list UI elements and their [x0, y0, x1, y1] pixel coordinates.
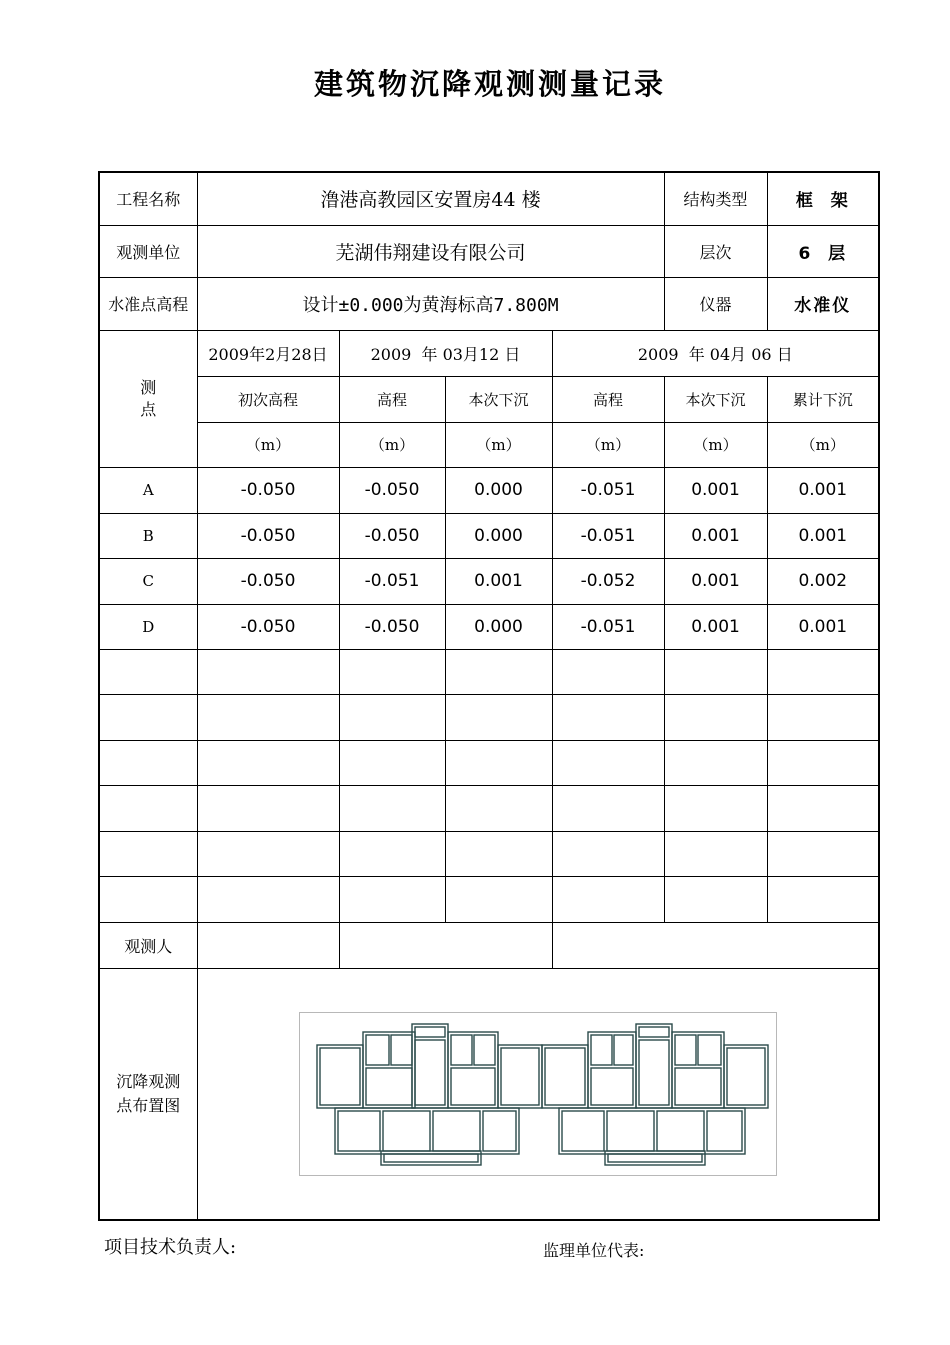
- floors-label: 层次: [664, 225, 767, 277]
- layout-diagram-cell: [197, 968, 879, 1220]
- col-initial-elevation: 初次高程: [197, 376, 339, 422]
- empty-row: [99, 876, 879, 922]
- col-elevation-2: 高程: [552, 376, 664, 422]
- point-id: D: [99, 604, 197, 649]
- observer-cell-1: [197, 922, 339, 968]
- unit-cell: （m）: [664, 422, 767, 467]
- value-cell: -0.050: [197, 467, 339, 513]
- point-label: 测 点: [99, 330, 197, 467]
- value-cell: 0.000: [445, 467, 552, 513]
- table-row: [99, 604, 879, 649]
- benchmark-value: 设计±0.000为黄海标高7.800M: [197, 277, 664, 330]
- benchmark-label: 水准点高程: [99, 277, 197, 330]
- empty-row: [99, 649, 879, 694]
- structure-value: 框 架: [767, 172, 879, 225]
- value-cell: 0.001: [664, 467, 767, 513]
- col-cumulative: 累计下沉: [767, 376, 879, 422]
- value-cell: 0.000: [445, 604, 552, 649]
- floor-plan-diagram: [299, 1012, 777, 1176]
- empty-row: [99, 740, 879, 785]
- col-settlement-2: 本次下沉: [664, 376, 767, 422]
- record-table: [98, 171, 880, 1221]
- value-cell: -0.050: [197, 513, 339, 558]
- value-cell: -0.051: [339, 558, 445, 604]
- value-cell: -0.051: [552, 467, 664, 513]
- value-cell: 0.001: [767, 604, 879, 649]
- date-third: 2009 年 04月 06 日: [552, 330, 879, 376]
- empty-row: [99, 831, 879, 876]
- data-rows: [99, 467, 879, 649]
- col-elevation-1: 高程: [339, 376, 445, 422]
- unit-cell: （m）: [445, 422, 552, 467]
- unit-cell: （m）: [767, 422, 879, 467]
- value-cell: 0.001: [664, 604, 767, 649]
- observer-cell-3: [552, 922, 879, 968]
- date-second: 2009 年 03月12 日: [339, 330, 552, 376]
- observer-cell-2: [339, 922, 552, 968]
- unit-value: 芜湖伟翔建设有限公司: [197, 225, 664, 277]
- value-cell: 0.001: [664, 513, 767, 558]
- point-id: C: [99, 558, 197, 604]
- floors-value: 6 层: [767, 225, 879, 277]
- project-label: 工程名称: [99, 172, 197, 225]
- unit-cell: （m）: [552, 422, 664, 467]
- date-initial: 2009年2月28日: [197, 330, 339, 376]
- table-row: [99, 558, 879, 604]
- value-cell: -0.051: [552, 513, 664, 558]
- value-cell: 0.001: [445, 558, 552, 604]
- unit-label: 观测单位: [99, 225, 197, 277]
- instrument-value: 水准仪: [767, 277, 879, 330]
- unit-cell: （m）: [197, 422, 339, 467]
- point-id: A: [99, 467, 197, 513]
- value-cell: -0.050: [197, 558, 339, 604]
- empty-row: [99, 694, 879, 740]
- value-cell: 0.002: [767, 558, 879, 604]
- value-cell: -0.050: [339, 513, 445, 558]
- instrument-label: 仪器: [664, 277, 767, 330]
- value-cell: -0.050: [197, 604, 339, 649]
- observer-label: 观测人: [99, 922, 197, 968]
- project-value: 澛港高教园区安置房44 楼: [197, 172, 664, 225]
- page-title: 建筑物沉降观测测量记录: [313, 67, 666, 101]
- supervisor-label: 监理单位代表:: [543, 1241, 645, 1260]
- unit-cell: （m）: [339, 422, 445, 467]
- point-id: B: [99, 513, 197, 558]
- table-row: [99, 513, 879, 558]
- value-cell: 0.001: [767, 513, 879, 558]
- value-cell: 0.001: [664, 558, 767, 604]
- value-cell: -0.051: [552, 604, 664, 649]
- value-cell: 0.000: [445, 513, 552, 558]
- value-cell: 0.001: [767, 467, 879, 513]
- structure-label: 结构类型: [664, 172, 767, 225]
- value-cell: -0.052: [552, 558, 664, 604]
- col-settlement-1: 本次下沉: [445, 376, 552, 422]
- table-row: [99, 467, 879, 513]
- value-cell: -0.050: [339, 467, 445, 513]
- value-cell: -0.050: [339, 604, 445, 649]
- empty-row: [99, 785, 879, 831]
- tech-lead-label: 项目技术负责人:: [104, 1237, 237, 1258]
- layout-label: 沉降观测点布置图: [99, 968, 197, 1220]
